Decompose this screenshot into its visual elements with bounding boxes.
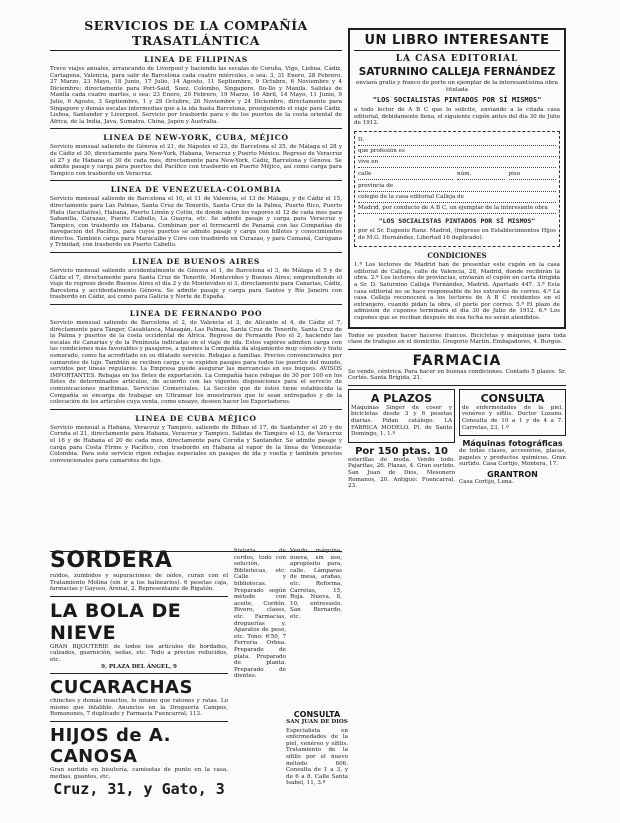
ad-bola-address: 9, PLAZA DEL ÁNGEL, 9 (101, 663, 177, 670)
ad-pesetas-title: Por 150 ptas. 10 (355, 445, 448, 457)
ad-bola-title: LA BOLA DE NIEVE (50, 599, 182, 644)
ad-consulta-sj-title: CONSULTA (293, 710, 341, 719)
trasatlantica-column (50, 18, 342, 818)
ad-hijos-text: Gran surtido en bisutería, camisetas de punto en la casa, medias, guantes, etc. (50, 766, 228, 780)
coupon-form (354, 131, 560, 247)
section-title: LINEA DE VENEZUELA-COLOMBIA (110, 185, 282, 195)
ad-cucarachas-title: CUCARACHAS (50, 677, 193, 699)
ad-pesetas-text: esterillas de moda. Vendo todo. Pajaritas, 26. Plazas, 4. Gran surtido. San Juan de Dios, Mesonero Romanos, 20. Antiguo: Fuencarral, 23. (348, 456, 455, 490)
ad-consulta-text: de enfermedades de la piel, venéreo y sífilis. Doctor Lozano. Consulta de 10 a 1 y de 4 a 7. Carretas, 23, 1.º (462, 404, 563, 431)
conditions-text: 1.ª Los lectores de Madrid han de presentar este cupón en la casa editorial de Calleja, calle de Valencia, 28, Madrid, donde recibirán la obra. 2.ª Los lectores de provincias, enviarán el cupón en carta dirigida a Sr. D. Saturnino Calleja Fernández, Madrid. Apartado 447. 3.ª Esta casa editorial no se hace responsable de los extravíos de correo. 4.ª La casa Calleja reconocerá a los lectores de A B C residentes en el extranjero, cuando pidan la obra, el porte por correo. 5.ª El plazo de admisión de cupones terminará el día 30 de Julio de 1912. 6.ª Los cupones que se reciban después de esa fecha no serán atendidos. (354, 262, 560, 321)
ad-plazos-title: A PLAZOS (370, 391, 433, 405)
ads-column-3 (290, 548, 342, 621)
editorial-label: LA CASA EDITORIAL (395, 54, 519, 64)
section-text: Servicio mensual saliendo de Barcelona el 10, el 11 de Valencia, el 13 de Málaga, y de Cádiz el 15, directamente para Las Palmas, Santa Cruz de Tenerife, Santa Cruz de la Palma, Puerto Rico, Puerto Plata (facultativa), Habana, Puerto Limón y Colón, de donde salen los vapores el 12 de cada mes para Sabanilla, Curazao, Puerto Cabello, La Guayra, etc. Se admite pasaje y carga para Veracruz y Tampico, con trasbordo en Habana. Combinan por el ferrocarril de Panamá con las Compañías de navegación del Pacífico, para cuyos puertos se admite pasaje y carga con billetes y conocimientos directos. También carga para Maracaibo y Coro con trasbordo en Curazao, y para Cumaná, Carúpano y Trinidad, con trasbordo en Puerto Cabello. (50, 196, 342, 249)
divider (50, 673, 228, 674)
section-filipinas (50, 55, 342, 125)
divider (50, 596, 228, 597)
ad-pesetas (348, 446, 455, 490)
section-text: Servicio mensual saliendo accidentalmente de Génova el 1, de Barcelona el 3, de Málaga el 5 y de Cádiz el 7, directamente para Santa Cruz de Tenerife, Montevideo y Buenos Aires; emprendiendo el viaje de regreso desde Buenos Aires el día 2 y de Montevideo el 3, directamente para Canarias, Cádiz, Barcelona y accidentalmente Génova. Se admite pasaje y carga para Santos y Río Janeiro con trasbordo en Cádiz, así como para Galicia y Norte de España. (50, 268, 342, 301)
ad-farmacia-text: Se vende, céntrica. Para hacer en buenas condiciones. Contado 5 plazos. Sr. Cortés. Santa Brígida, 21. (348, 368, 566, 382)
ads-bottom-right (459, 389, 566, 492)
divider (50, 252, 342, 253)
libro-headline: UN LIBRO INTERESANTE (354, 33, 560, 51)
section-title: LINEA DE FILIPINAS (144, 55, 248, 64)
ad-sordera-text: ruidos, zumbidos y supuraciones de oídos, curan con el Tratamiento Molina (sin ir a los balnearios). 6 pesetas caja, farmacias y Gayoso, Arenal, 2. Representante de Rigatón. (50, 573, 228, 593)
ads-column-main (50, 548, 228, 798)
ads-bottom-left (348, 389, 455, 492)
section-buenos-aires (50, 257, 342, 301)
coupon-book-title: "LOS SOCIALISTAS PINTADOS POR SÍ MISMOS" (378, 216, 536, 225)
ad-sordera (50, 548, 228, 593)
editorial-column (348, 28, 566, 818)
section-title: LINEA DE FERNANDO POO (129, 309, 263, 319)
coupon-line-province[interactable]: provincia de (358, 182, 556, 192)
ad-cucarachas (50, 677, 228, 718)
section-new-york (50, 133, 342, 177)
coupon-line-number[interactable]: núm. (457, 170, 505, 180)
ad-farmacia-title: FARMACIA (412, 352, 502, 369)
divider (50, 304, 342, 305)
section-venezuela (50, 185, 342, 249)
ad-cucarachas-text: chinches y demás insectos, lo mismo que ratones y ratas. Lo mismo que infalible. Anuncios en la Droguería Campos, Romanones, 7 duplicado y Farmacia Fuencarral, 113. (50, 698, 228, 718)
section-text: Servicio mensual saliendo de Génova el 21, de Nápoles el 23, de Barcelona el 25, de Málaga el 28 y de Cádiz el 30, directamente para New-York, Habana, Veracruz y Puerto México. Regreso de Veracruz el 27 y de Habana el 30 de cada mes, directamente para New-York, Cádiz, Barcelona y Génova. Se admite pasaje y carga para puertos del Pacífico con trasbordo en Puerto Méjico, así como carga para Tampico con trasbordo en Veracruz. (50, 144, 342, 177)
section-title: LINEA DE BUENOS AIRES (131, 257, 261, 267)
section-text: Trece viajes anuales, arrancando de Liverpool y haciendo las escalas de Coruña, Vigo, Lisboa, Cádiz, Cartagena, Valencia, para salir de Barcelona cada cuatro miércoles, o sea: 3, 31 Enero, 28 Febrero, 27 Marzo, 23 Mayo, 18 Junio, 17 Julio, 14 Agosto, 11 Septiembre, 9 Octubre, 6 Noviembre y 4 Diciembre; directamente para Port-Said, Suez, Colombo, Singapore, Ilo-Ilo y Manila. Salidas de Manila cada cuatro martes, o sea: 23 Enero, 20 Febrero, 19 Marzo, 16 Abril, 14 Mayo, 11 Junio, 9 Julio, 6 Agosto, 3 Septiembre, 1 y 29 Octubre, 26 Noviembre y 24 Diciembre, directamente para Singapore y demás escalas intermedias que a la ida hasta Barcelona, prosiguiendo el viaje para Cádiz, Lisboa, Santander y Liverpool. Servicio por trasbordo para y de los puertos de la costa oriental de África, de la India, Java, Sumatra, China, Japón y Australia. (50, 66, 342, 125)
main-title: SERVICIOS DE LA COMPAÑÍA TRASATLÁNTICA (50, 18, 342, 51)
ad-plazos (348, 389, 455, 443)
section-fernando-poo (50, 309, 342, 406)
ad-maquinas (459, 439, 566, 485)
ad-hijos-canosa (50, 725, 228, 798)
ads-column-2 (234, 548, 286, 680)
divider (348, 349, 566, 350)
ad-bola-text: GRAN BIJOUTERIE de todos los artículos de bordados, calzados, guarnición, sedas, etc. Todo a precios reducidos, etc. (50, 643, 228, 663)
divider (50, 180, 342, 181)
ad-col2-text: historia de cerdos, todo con solución, Bibliotecas, etc. Calle y bibliotecas. Preparado según método con aceite, Cordón. Rivero, clases, etc. Farmacias, droguerías y. Aparatos de peso, etc. Tono: 6'50, 7 Ferrería Orbea. Preparado de plata. Preparado de planta. Preparado de dientes. (234, 548, 286, 680)
footer-notice: Todos se pueden hacer hacerse francos. Bicicletas y máquinas para toda clase de trabajos en el domicilio. Gregorio Martín. Embajadores, 4. Burgos. (348, 332, 566, 346)
ad-maquinas-title: Máquinas fotográficas (462, 439, 563, 449)
ad-consulta-sj-text: Especialista en enfermedades de la piel, venéreo y sífilis. Tratamiento de la sífilis por el nuevo método 606. Consulta de 1 a 3, y de 6 a 8. Calle Santa Isabel, 11, 3.º (286, 727, 348, 787)
ad-consulta-title: CONSULTA (480, 391, 545, 405)
section-text: Servicio mensual a Habana, Veracruz y Tampico, saliendo de Bilbao el 17, de Santander el 20 y de Coruña el 21, directamente para Habana, Veracruz y Tampico. Salidas de Tampico el 13, de Veracruz el 16 y de Habana el 20 de cada mes, directamente para Coruña y Santander. Se admite pasaje y carga para Costa Firme y Pacífico, con trasbordo en Habana al vapor de la línea de Venezuela-Colombia. Para este servicio rigen rebajas especiales en pasajes de ida y vuelta y también precios convencionales para camarotes de lujo. (50, 424, 342, 464)
ad-consulta-san-juan (286, 710, 348, 789)
section-title: LINEA DE CUBA MÉJICO (135, 413, 257, 423)
ad-consulta (459, 389, 566, 436)
libro-interesante-box (348, 28, 566, 329)
ads-bottom-row (348, 389, 566, 492)
ad-consulta-sj-sub: SAN JUAN DE DIOS (286, 719, 348, 725)
ad-hijos-address: Cruz, 31, y Gato, 3 (53, 780, 225, 799)
divider (50, 721, 228, 722)
section-title: LINEA DE NEW-YORK, CUBA, MÉJICO (103, 133, 289, 143)
ad-hijos-title: HIJOS de A. CANOSA (50, 724, 171, 767)
coupon-address-row (358, 169, 556, 181)
coupon-line-street[interactable]: calle (358, 170, 453, 180)
coupon-footer: por el Sr. Eugenio Ranz. Madrid, (Impreso en Establecimientos Hijos de M.G. Hernández, Libertad 16 duplicado). (358, 227, 556, 241)
intro-text-2: a todo lector de A B C que lo solicite, enviando a la citada casa editorial, debidamente llena, el siguiente cupón antes del día 30 de Julio de 1912. (354, 107, 560, 127)
coupon-line-name[interactable]: D. (358, 136, 556, 146)
coupon-line-college[interactable]: colegio de la casa editorial Calleja de (358, 193, 556, 203)
ad-bola-nieve (50, 600, 228, 670)
calleja-name: SATURNINO CALLEJA FERNÁNDEZ (358, 66, 556, 78)
ad-grantron-title: GRANTRON (487, 470, 538, 480)
coupon-line-profession[interactable]: que profesión es (358, 147, 556, 157)
ad-farmacia (348, 353, 566, 382)
ad-plazos-text: Máquinas Singer de coser y bicicletas desde 3 y 6 pesetas diarias. Pidan catálogo. LA FÁBRICA MODELO. Pl. de Santo Domingo, 1, 1.º (351, 404, 452, 438)
book-title: "LOS SOCIALISTAS PINTADOS POR SÍ MISMOS" (372, 96, 542, 105)
divider (50, 409, 342, 410)
ad-grantron-text: Casa Cortijo, Luna. (459, 479, 514, 486)
coupon-line-request[interactable]: Madrid, por conducto de A B C, un ejemplar de la interesante obra (358, 204, 556, 214)
ad-col3-text: Vendo máquina, nueva, sin uso, apropósito para, calle. Lámparas de mesa, arañas, etc. Reforma, Carretas, 15, Roja. Nueva, 8, 10, entresuelo. San Bernardo, etc. (290, 548, 342, 620)
coupon-line-city[interactable]: vive en (358, 158, 556, 168)
conditions-title: CONDICIONES (427, 251, 487, 261)
divider (50, 128, 342, 129)
ad-sordera-title: SORDERA (50, 548, 173, 573)
section-cuba-mejico (50, 414, 342, 465)
section-text: Servicio mensual saliendo de Barcelona el 2, de Valencia el 3, de Alicante el 4, de Cádiz el 7, directamente para Tánger, Casablanca, Mazagán, Las Palmas, Santa Cruz de Tenerife, Santa Cruz de la Palma y puertos de la costa occidental de África. Regreso de Fernando Poo el 2, haciendo las escalas de Canarias y de la Península indicadas en el viaje de ida. Estos vapores admiten carga con las condiciones más favorables y pasajeros, a quienes la Compañía da alojamiento muy cómodo y trato esmerado, como ha acreditado en su dilatado servicio. Rebajas a familias. Precios convencionales por camarotes de lujo. También se reciben carga y se expiden pasajes para todos los puertos del mundo, servidos por líneas regulares. La Empresa puede asegurar las mercancías en sus buques. AVISOS IMPORTANTES. Rebajas en los fletes de exportación. La Compañía hace rebajas de 30 por 100 en los fletes de determinados artículos, de acuerdo con las vigentes disposiciones para el servicio de comunicaciones marítimas. Servicios Comerciales. La Sección que de éstos tiene establecida la Compañía se encarga de trabajar en Ultramar los muestrarios que le sean entregados y de la colocación de los artículos cuya venta, como ensayo, deseen hacer los Exportadores. (50, 320, 342, 406)
intro-text: enviará gratis y franco de porte un ejemplar de la interesantísima obra titulada (356, 80, 558, 93)
ad-maquinas-text: de todas clases, accesorios, placas, papeles y productos químicos. Gran surtido. Casa Cortijo, Montera, 17. (459, 448, 566, 468)
coupon-line-floor[interactable]: piso (509, 170, 557, 180)
divider (348, 385, 566, 386)
